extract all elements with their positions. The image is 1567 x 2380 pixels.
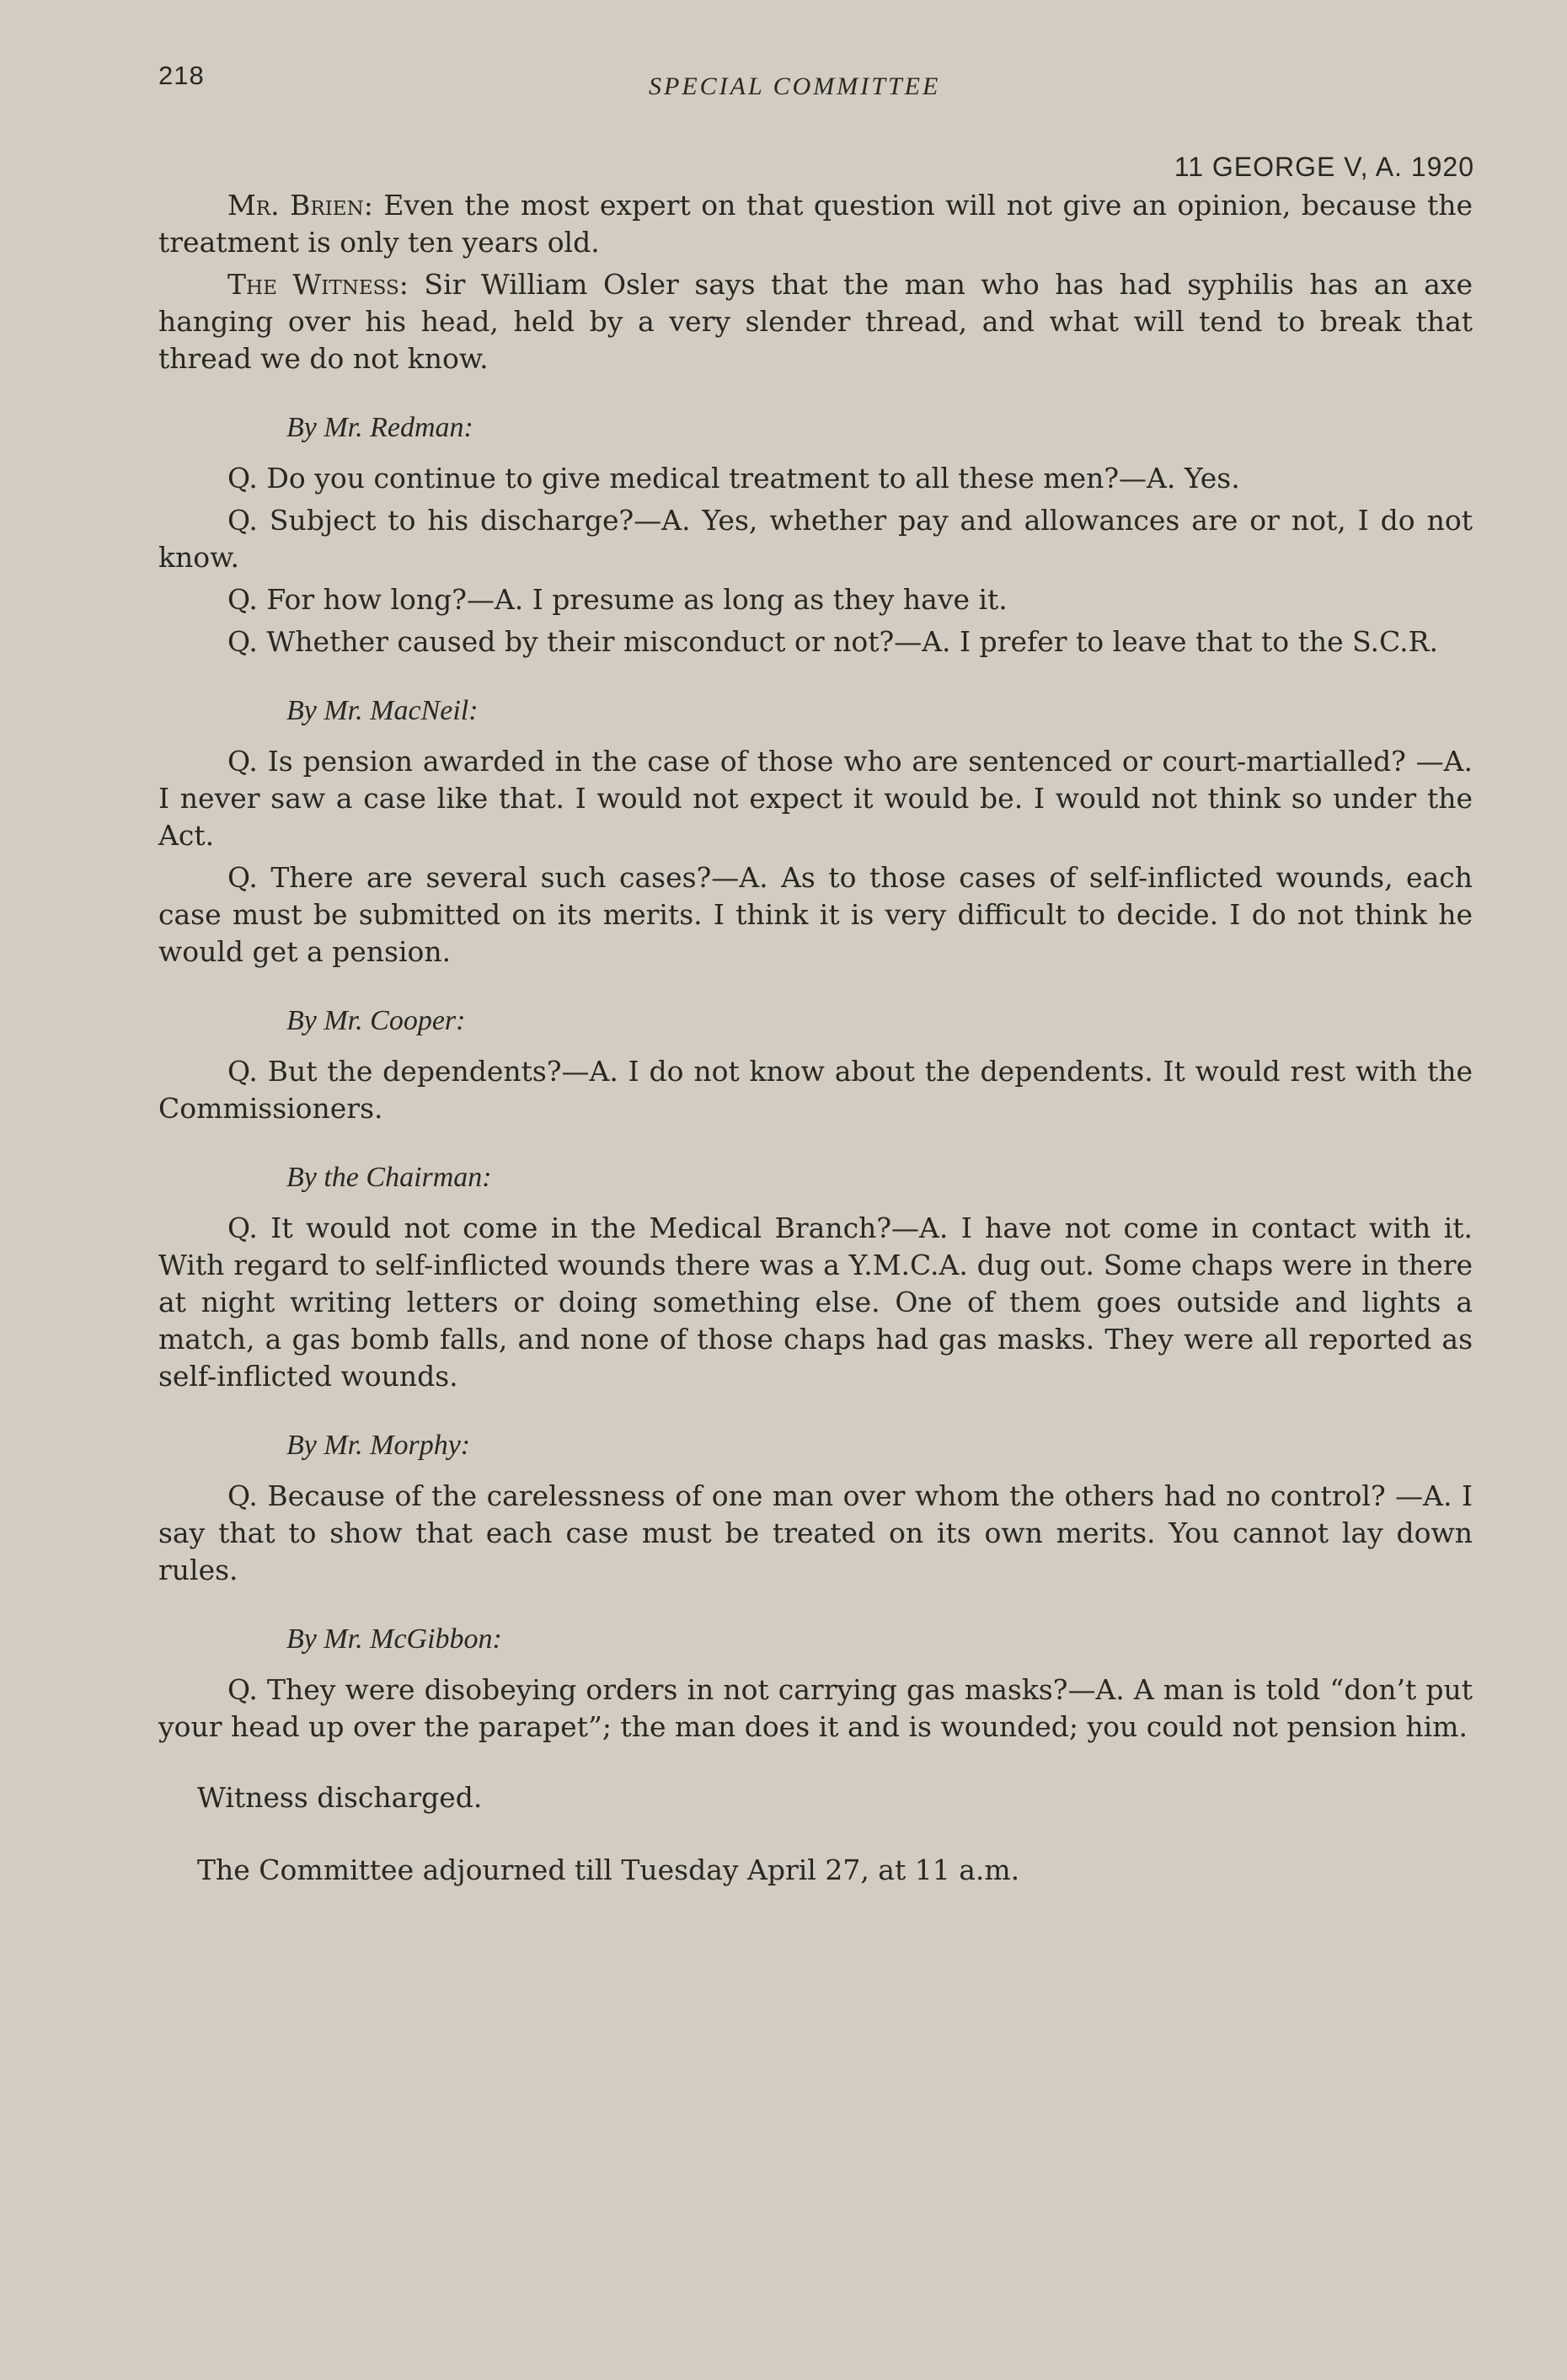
speaker-name: The Witness: — [227, 268, 409, 301]
question-answer: Q. For how long?—A. I presume as long as they have it. — [227, 583, 1008, 616]
section-macneil — [158, 693, 1473, 971]
running-title: SPECIAL COMMITTEE — [649, 72, 941, 100]
section-chairman — [158, 1159, 1473, 1395]
paragraph-text: Sir William Osler says that the man who has had syphilis has an axe hanging over his head, held by a very slender thread, and what will tend to break that thread we do not know. — [158, 268, 1473, 375]
section-heading: By the Chairman: — [286, 1162, 492, 1193]
section-heading: By Mr. Redman: — [286, 412, 473, 443]
question-answer: Q. Is pension awarded in the case of those who are sentenced or court-martialled? —A. I never saw a case like that. I would not expect it would be. I would not think so under the Act. — [158, 745, 1473, 852]
question-answer: Q. Because of the carelessness of one man over whom the others had no control? —A. I say that to show that each case must be treated on its own merits. You cannot lay down rules. — [158, 1479, 1473, 1586]
document-body — [158, 187, 1473, 1889]
question-answer: Q. They were disobeying orders in not carrying gas masks?—A. A man is told “don’t put your head up over the parapet”; the man does it and is wounded; you could not pension him. — [158, 1673, 1473, 1743]
question-answer: Q. Subject to his discharge?—A. Yes, whether pay and allowances are or not, I do not know. — [158, 504, 1473, 574]
section-heading: By Mr. McGibbon: — [286, 1623, 502, 1655]
paragraph-text: Even the most expert on that question will not give an opinion, because the treatment is only ten years old. — [158, 189, 1473, 259]
section-morphy — [158, 1427, 1473, 1589]
question-answer: Q. There are several such cases?—A. As to those cases of self-inflicted wounds, each case must be submitted on its merits. I think it is very difficult to decide. I do not think he would get a pension. — [158, 861, 1473, 968]
question-answer: Q. It would not come in the Medical Branch?—A. I have not come in contact with it. With regard to self-inflicted wounds there was a Y.M.C.A. dug out. Some chaps were in there at night writing letters or doing something else. One of them goes outside and lights a match, a gas bomb falls, and none of those chaps had gas masks. They were all reported as self-inflicted wounds. — [158, 1211, 1473, 1393]
section-redman — [158, 409, 1473, 661]
paragraph-brien — [158, 187, 1473, 261]
section-cooper — [158, 1003, 1473, 1127]
witness-discharged: Witness discharged. — [197, 1781, 483, 1814]
speaker-name: Mr. Brien: — [227, 189, 373, 222]
question-answer: Q. Whether caused by their misconduct or not?—A. I prefer to leave that to the S.C.R. — [227, 625, 1438, 658]
paragraph-witness — [158, 266, 1473, 377]
question-answer: Q. Do you continue to give medical treatment to all these men?—A. Yes. — [227, 462, 1240, 495]
section-mcgibbon — [158, 1621, 1473, 1746]
session-label: 11 GEORGE V, A. 1920 — [1174, 152, 1474, 182]
page-number: 218 — [158, 61, 205, 90]
adjournment-note: The Committee adjourned till Tuesday April 27, at 11 a.m. — [197, 1853, 1020, 1886]
section-heading: By Mr. Morphy: — [286, 1430, 471, 1461]
question-answer: Q. But the dependents?—A. I do not know about the dependents. It would rest with the Commissioners. — [158, 1055, 1473, 1125]
section-heading: By Mr. Cooper: — [286, 1005, 466, 1036]
section-heading: By Mr. MacNeil: — [286, 695, 479, 726]
